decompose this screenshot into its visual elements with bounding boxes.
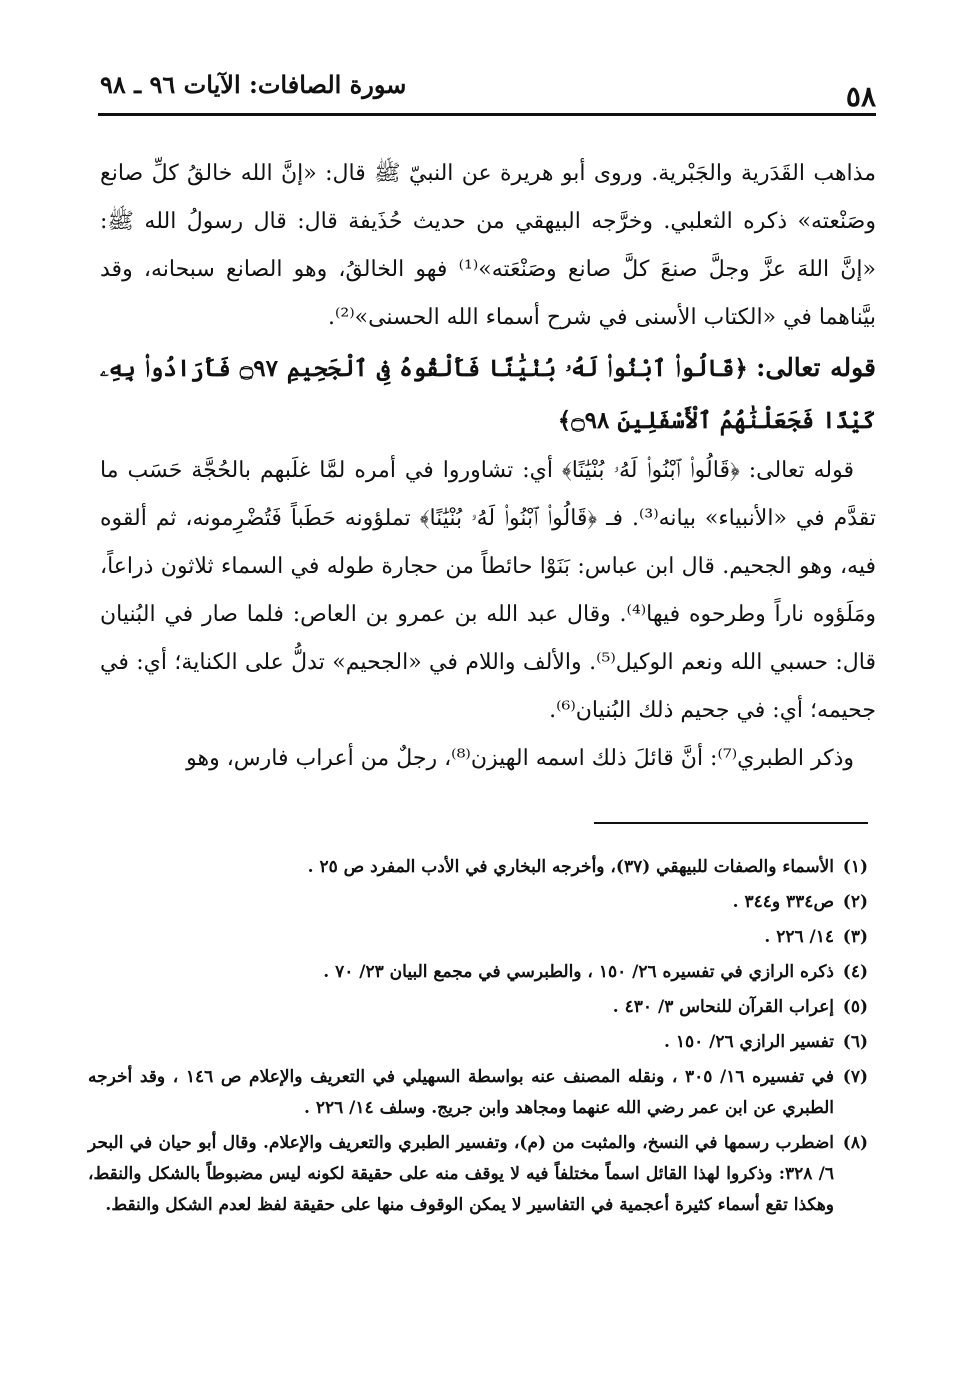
paragraph: مذاهب القَدَرية والجَبْرية. وروى أبو هريرة عن النبيّ ﷺ قال: «إنَّ الله خالقُ كلِّ صانع وصَنْعته» ذكره الثعلبي. وخرَّجه البيهقي من حديث حُذَيفة قال: قال رسولُ الله ﷺ: «إنَّ اللهَ عزَّ وجلَّ صنعَ كلَّ صانع وصَنْعَته»⁽¹⁾ فهو الخالقُ، وهو الصانع سبحانه، وقد بيَّناهما في «الكتاب الأسنى في شرح أسماء الله الحسنى»⁽²⁾. [100,161,876,330]
page-header [100,64,876,113]
footnote-number: (٨) [842,1133,868,1153]
footnote-number: (٣) [842,927,868,947]
quran-verse: ﴿قَالُوا۟ ٱبْنُوا۟ لَهُۥ بُنْيَٰنًا فَأَلْقُوهُ فِى ٱلْجَحِيمِ ۝٩٧ فَأَرَادُوا۟ بِهِۦ كَيْدًا فَجَعَلْنَٰهُمُ ٱلْأَسْفَلِينَ ۝٩٨﴾ [100,355,876,434]
footnote-text: ص٣٣٤ و٣٤٤ . [732,892,834,912]
footnote-number: (١) [842,857,868,877]
footnote-text: إعراب القرآن للنحاس ٣/ ٤٣٠ . [612,997,834,1017]
running-title: سورة الصافات: الآيات ٩٦ ـ ٩٨ [100,70,407,99]
footnote-text: ١٤/ ٢٢٦ . [764,927,834,947]
footnote-rule [594,822,868,824]
paragraph: وذكر الطبري⁽⁷⁾: أنَّ قائلَ ذلك اسمه الهيزن⁽⁸⁾، رجلٌ من أعراب فارس، وهو [186,746,854,771]
main-text [100,150,876,783]
footnote [88,922,868,953]
footnote-text: تفسير الرازي ٢٦/ ١٥٠ . [663,1032,834,1052]
footnote-number: (٢) [842,892,868,912]
paragraph: قوله تعالى: ﴿قَالُوا۟ ٱبْنُوا۟ لَهُۥ بُنْيَٰنًا﴾ أي: تشاوروا في أمره لمَّا غلَبهم بالحُجَّة حَسَب ما تقدَّم في «الأنبياء» بيانه⁽³⁾. فـ ﴿قَالُوا۟ ٱبْنُوا۟ لَهُۥ بُنْيَٰنًا﴾ تملؤونه حَطَباً فَتُضْرِمونه، ثم ألقوه فيه، وهو الجحيم. قال ابن عباس: بَنَوْا حائطاً من حجارة طوله في السماء ثلاثون ذراعاً، ومَلَؤوه ناراً وطرحوه فيها⁽⁴⁾. وقال عبد الله بن عمرو بن العاص: فلما صار في البُنيان قال: حسبي الله ونعم الوكيل⁽⁵⁾. والألف واللام في «الجحيم» تدلُّ على الكناية؛ أي: في جحيمه؛ أي: في جحيم ذلك البُنيان⁽⁶⁾. [100,458,876,723]
footnote-text: ذكره الرازي في تفسيره ٢٦/ ١٥٠ ، والطبرسي في مجمع البيان ٢٣/ ٧٠ . [323,962,834,982]
header-rule [98,113,876,116]
footnote-number: (٧) [842,1067,868,1087]
page-number: ٥٨ [845,80,876,113]
footnote-number: (٦) [842,1032,868,1052]
footnote-text: في تفسيره ١٦/ ٣٠٥ ، ونقله المصنف عنه بواسطة السهيلي في التعريف والإعلام ص ١٤٦ ، وقد أخرجه الطبري عن ابن عمر رضي الله عنهما ومجاهد وابن جريج. وسلف ١٤/ ٢٢٦ . [88,1067,834,1118]
footnote [88,1128,868,1221]
footnote-text: اضطرب رسمها في النسخ، والمثبت من (م)، وتفسير الطبري والتعريف والإعلام. وقال أبو حيان في البحر ٦/ ٣٢٨: وذكروا لهذا القائل اسماً مختلفاً فيه لا يوقف منه على حقيقة لكونه ليس مضبوطاً بالشكل والنقط، وهكذا تقع أسماء كثيرة أعجمية في التفاسير لا يمكن الوقوف منها على حقيقة لفظ لعدم الشكل والنقط. [88,1133,834,1215]
footnote [88,1027,868,1058]
footnote-text: الأسماء والصفات للبيهقي (٣٧)، وأخرجه البخاري في الأدب المفرد ص ٢٥ . [307,857,834,877]
verse-block [100,342,876,447]
footnote [88,1062,868,1124]
footnote-number: (٤) [842,962,868,982]
verse-label: قوله تعالى: [756,353,876,382]
footnote [88,992,868,1023]
footnotes [88,852,868,1225]
footnote [88,887,868,918]
footnote-number: (٥) [842,997,868,1017]
footnote [88,957,868,988]
footnote [88,852,868,883]
